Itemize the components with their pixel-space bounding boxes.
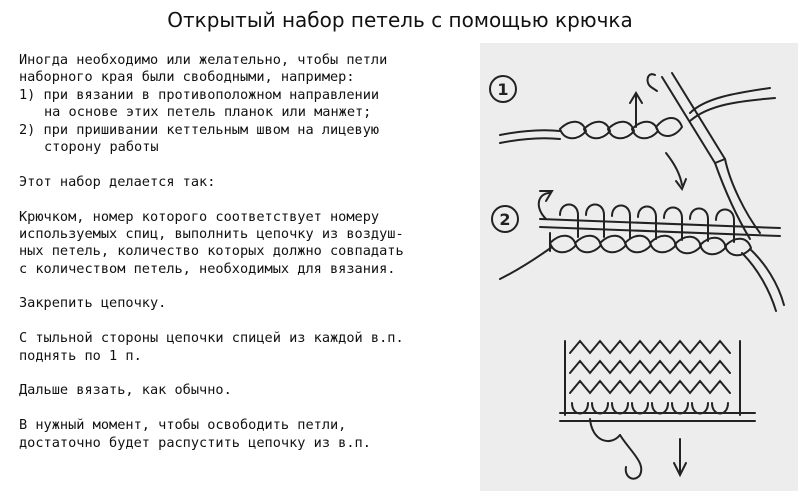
step1-chain (560, 118, 682, 138)
step-chain-line: ных петель, количество которых должно совпадать (19, 243, 404, 260)
knitting-illustration (480, 43, 798, 491)
step-release-line: достаточно будет распустить цепочку из в.п. (19, 434, 371, 451)
step-pickup-line: поднять по 1 п. (19, 347, 142, 364)
intro-list-item-1: 1) при вязании в противоположном направлении (19, 86, 380, 103)
instructions-text (19, 52, 464, 452)
step2-number: 2 (499, 210, 511, 229)
step-chain-line: с количеством петель, необходимых для вязания. (19, 260, 396, 277)
step-fix: Закрепить цепочку. (19, 295, 167, 312)
step-release-line: В нужный момент, чтобы освободить петли, (19, 417, 347, 434)
step-chain-line: используемых спиц, выполнить цепочку из воздуш- (19, 225, 404, 242)
intro-list-item-1-cont: на основе этих петель планок или манжет; (44, 104, 372, 121)
step1-number: 1 (497, 80, 509, 99)
step-pickup-line: С тыльной стороны цепочки спицей из каждой в.п. (19, 330, 404, 347)
step2-chain (550, 236, 751, 256)
knitting-illustration-svg (480, 43, 798, 491)
step2-illustration (492, 191, 784, 311)
step-continue: Дальше вязать, как обычно. (19, 382, 232, 399)
intro-line: Иногда необходимо или желательно, чтобы петли (19, 52, 388, 68)
intro-line: наборного края были свободными, например: (19, 69, 355, 86)
page-title: Открытый набор петель с помощью крючка (167, 8, 633, 32)
step-chain-line: Крючком, номер которого соответствует номеру (19, 208, 380, 225)
step3-bottom-loops (572, 403, 728, 414)
step3-illustration (560, 341, 755, 479)
intro-list-item-2-cont: сторону работы (44, 138, 159, 155)
how-title: Этот набор делается так: (19, 173, 216, 190)
intro-list-item-2: 2) при пришивании кеттельным швом на лицевую (19, 121, 380, 138)
